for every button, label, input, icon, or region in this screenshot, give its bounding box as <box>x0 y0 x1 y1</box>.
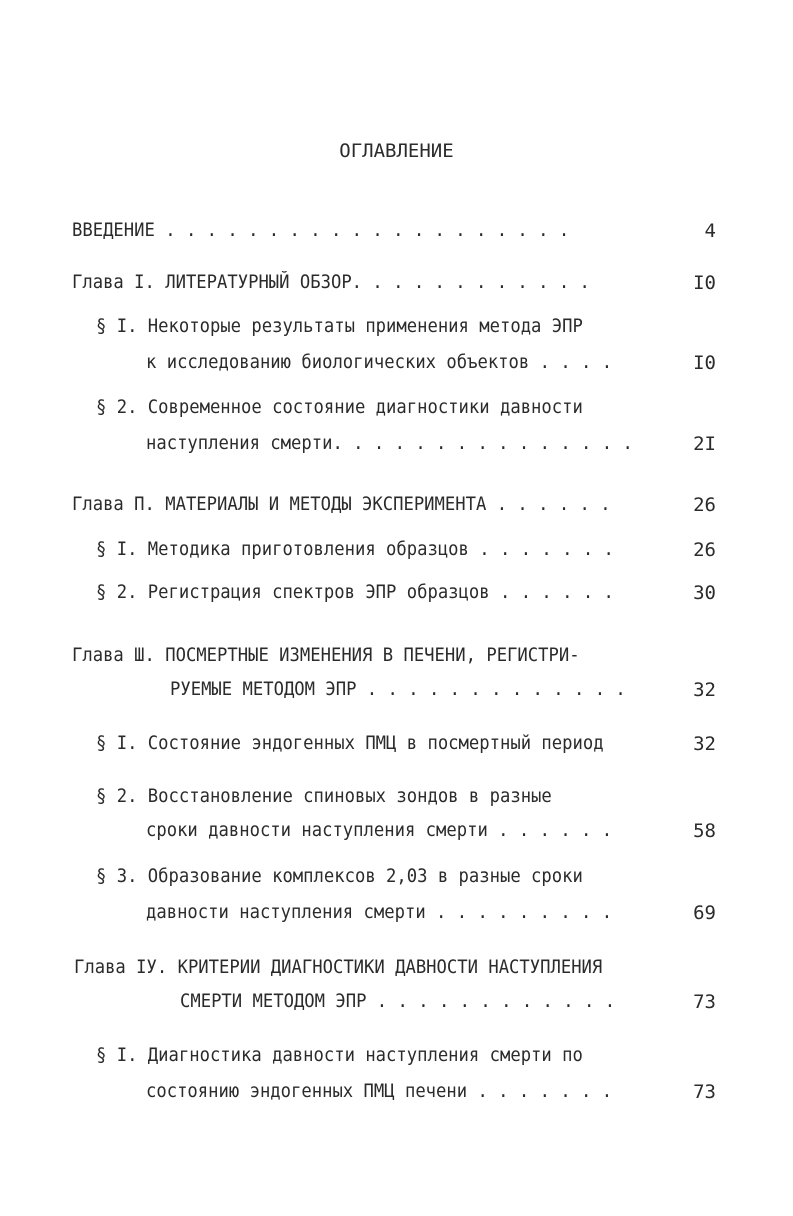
toc-chapter-continuation: РУЕМЫЕ МЕТОДОМ ЭПР . . . . . . . . . . . . . <box>170 679 626 700</box>
toc-section-2-1: § I. Методика приготовления образцов . . . . . . . <box>96 539 614 560</box>
toc-section-continuation: наступления смерти. . . . . . . . . . . . . . . <box>146 433 633 454</box>
page-title: ОГЛАВЛЕНИЕ <box>339 140 454 162</box>
toc-page-number: 32 <box>693 733 716 755</box>
toc-section-continuation: к исследованию биологических объектов . . . . <box>146 352 613 373</box>
toc-chapter-4: Глава ІУ. КРИТЕРИИ ДИАГНОСТИКИ ДАВНОСТИ НАСТУПЛЕНИЯ <box>74 957 603 978</box>
toc-page-number: 2I <box>693 433 716 455</box>
toc-section-continuation: состоянию эндогенных ПМЦ печени . . . . . . . <box>146 1081 613 1102</box>
toc-section-3-2: § 2. Восстановление спиновых зондов в разные <box>96 786 552 807</box>
toc-chapter-3: Глава Ш. ПОСМЕРТНЫЕ ИЗМЕНЕНИЯ В ПЕЧЕНИ, РЕГИСТРИ- <box>72 645 580 666</box>
toc-chapter-continuation: СМЕРТИ МЕТОДОМ ЭПР . . . . . . . . . . . . <box>180 991 616 1012</box>
toc-chapter-1: Глава I. ЛИТЕРАТУРНЫЙ ОБЗОР. . . . . . . . . . . . <box>72 272 590 293</box>
toc-entry-introduction: ВВЕДЕНИЕ . . . . . . . . . . . . . . . . . . . . <box>72 220 570 241</box>
toc-page-number: 26 <box>693 494 716 516</box>
toc-page-number: 69 <box>693 902 716 924</box>
toc-section-1-2: § 2. Современное состояние диагностики давности <box>96 397 583 418</box>
toc-page-number: 32 <box>693 679 716 701</box>
toc-section-continuation: давности наступления смерти . . . . . . . . . <box>146 902 613 923</box>
toc-section-3-3: § 3. Образование комплексов 2,03 в разные сроки <box>96 866 583 887</box>
toc-section-2-2: § 2. Регистрация спектров ЭПР образцов . . . . . . <box>96 582 614 603</box>
toc-section-4-1: § I. Диагностика давности наступления смерти по <box>96 1045 583 1066</box>
toc-page-number: 58 <box>693 820 716 842</box>
toc-page-number: 26 <box>693 539 716 561</box>
toc-page-number: 73 <box>693 991 716 1013</box>
toc-page-number: 73 <box>693 1081 716 1103</box>
toc-page-number: 4 <box>704 220 716 242</box>
toc-section-continuation: сроки давности наступления смерти . . . . . . <box>146 820 613 841</box>
toc-page-number: I0 <box>693 272 716 294</box>
toc-page-number: I0 <box>693 352 716 374</box>
toc-page-number: 30 <box>693 582 716 604</box>
toc-chapter-2: Глава П. МАТЕРИАЛЫ И МЕТОДЫ ЭКСПЕРИМЕНТА . . . . . . <box>72 494 611 515</box>
toc-section-1-1: § I. Некоторые результаты применения метода ЭПР <box>96 316 583 337</box>
toc-section-3-1: § I. Состояние эндогенных ПМЦ в посмертный период <box>96 733 604 754</box>
